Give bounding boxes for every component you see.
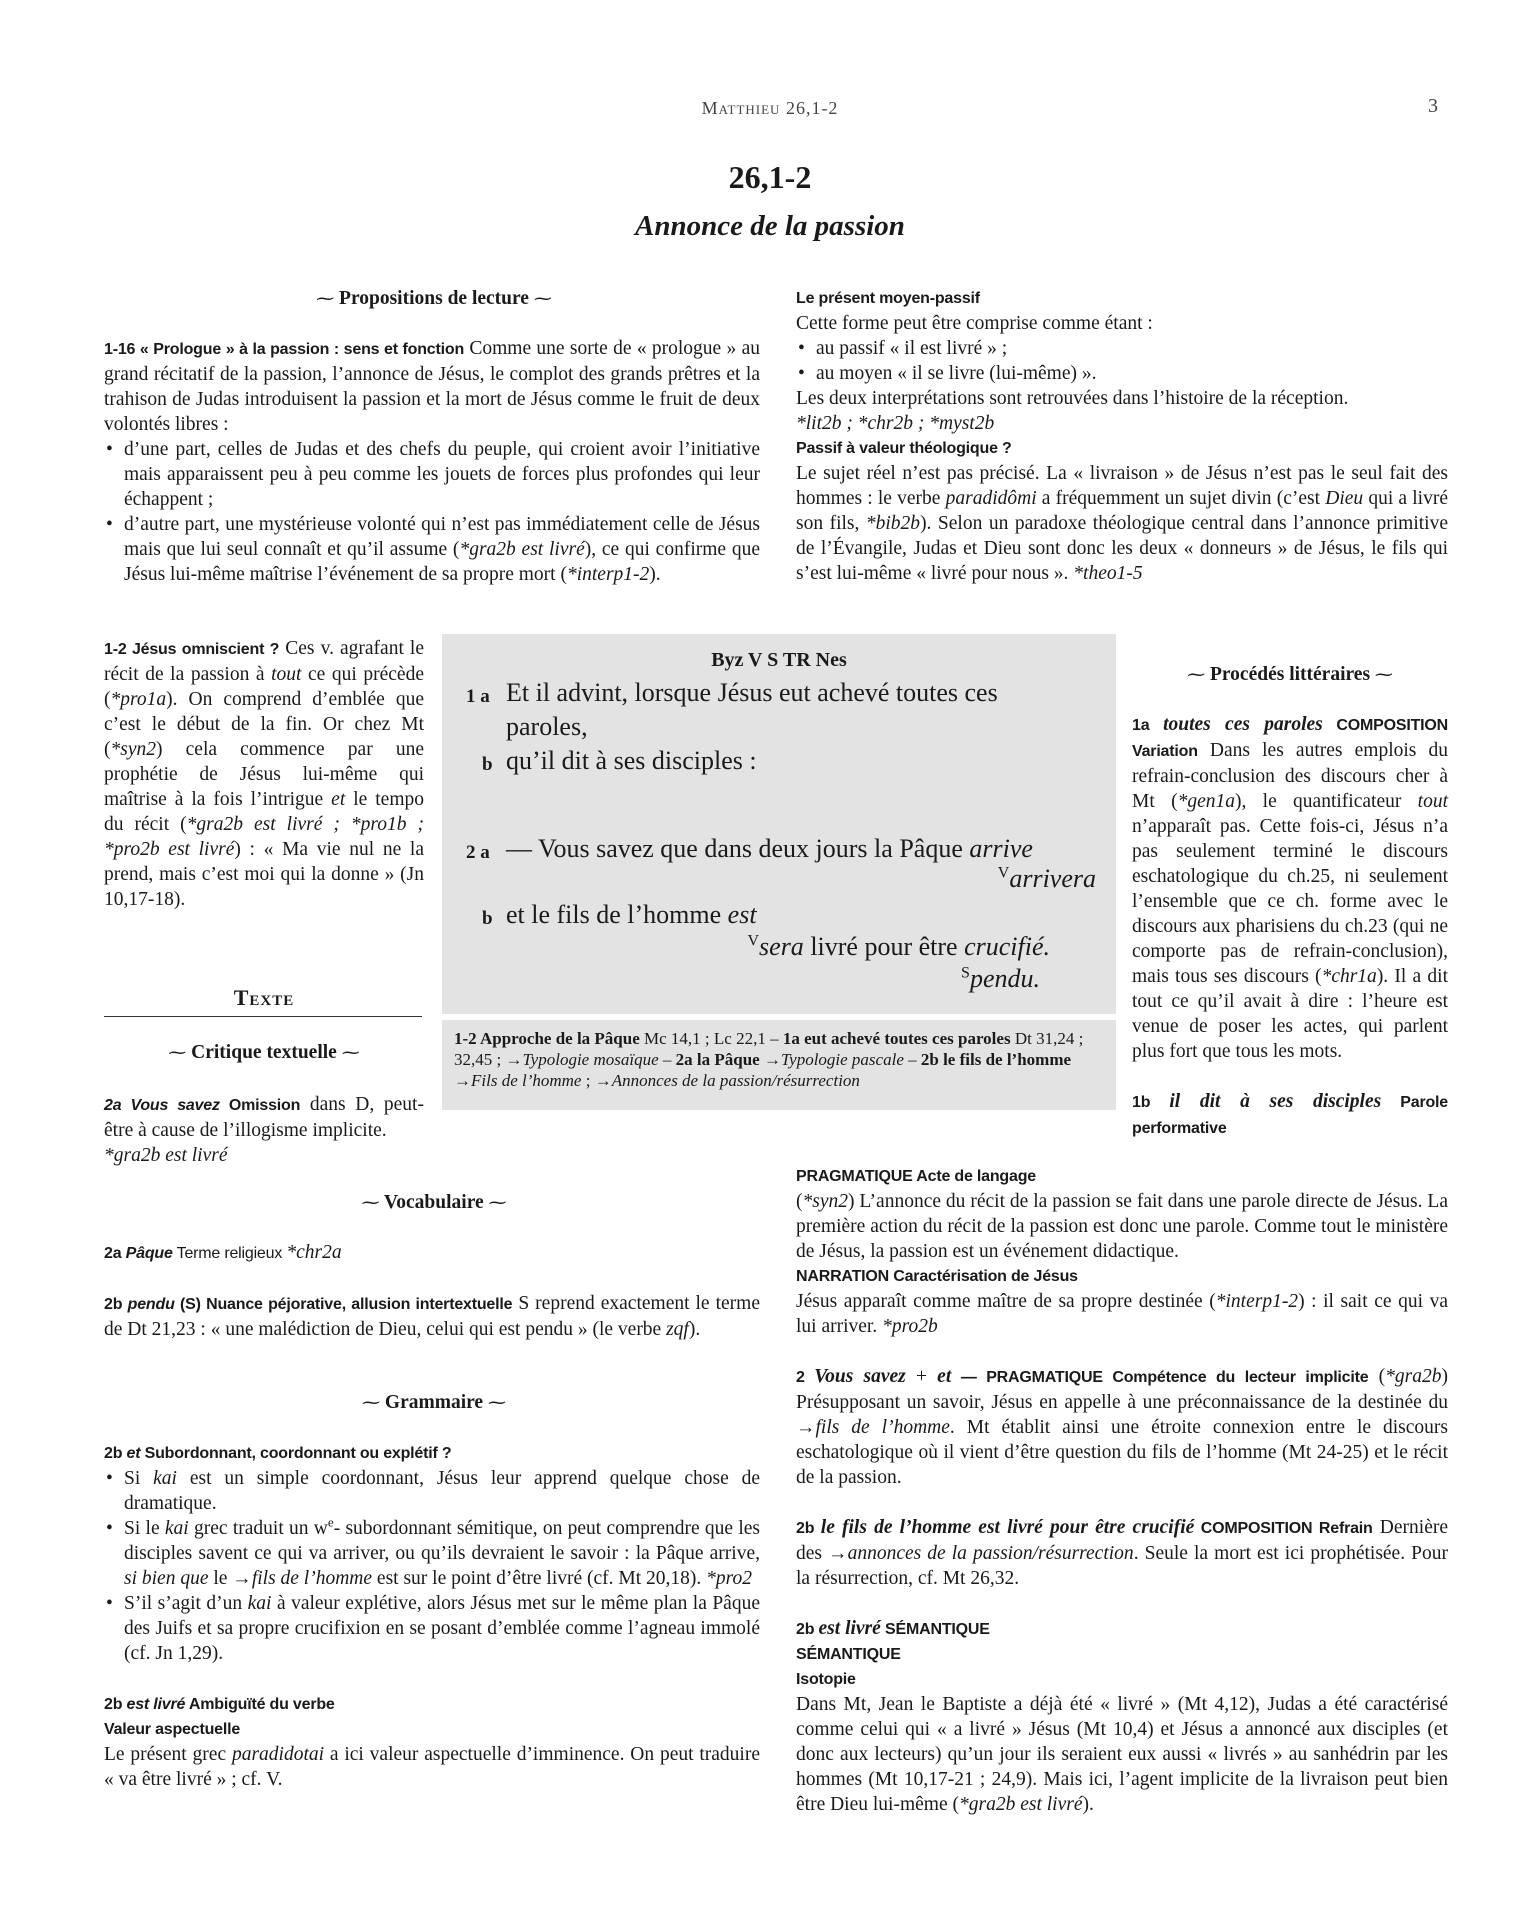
verse-1b: qu’il dit à ses disciples :: [506, 746, 757, 775]
omniscient-section: 1-2 Jésus omniscient ? Ces v. agrafant le récit de la passion à tout ce qui précède (*pro1a). On comprend d’emblée que c’est le début de la fin. Or chez Mt (*syn2) cela commence par une prophétie de Jésus lui-même qui maîtrise à la fois l’intrigue et le tempo du récit (*gra2b est livré ; *pro1b ; *pro2b est livré) : « Ma vie nul ne la prend, mais c’est moi qui la donne » (Jn 10,17-18).: [104, 638, 425, 910]
verse-number: 2 a: [466, 842, 490, 863]
verse-box: [442, 634, 1116, 1014]
ornament-icon: ⁓: [316, 288, 335, 308]
verse-2a: — Vous savez que dans deux jours la Pâque arrive: [506, 834, 1033, 863]
critique-section: 2a Vous savez Omission dans D, peut-être à cause de l’illogisme implicite. *gra2b est livré: [104, 1094, 424, 1166]
list-item: • Si le kai grec traduit un $w^e-$ subordonnant sémitique, on peut comprendre que les disciples savent ce qui va arriver, ou qu’ils devraient le savoir : la Pâque arrive, si bien que le →fils de l’homme est sur le point d’être livré (cf. Mt 20,18). *pro2: [104, 1516, 760, 1591]
heading-propositions: ⁓ Propositions de lecture ⁓: [316, 288, 552, 309]
vocabulaire-section: 2a Pâque Terme religieux *chr2a 2b pendu (S) Nuance péjorative, allusion intertextuelle S reprend exactement le terme de Dt 21,23 : « une malédiction de Dieu, celui qui est pendu » (le verbe zqf).: [104, 1242, 760, 1340]
present-list: [796, 336, 1448, 386]
ornament-icon: ⁓: [341, 1042, 360, 1062]
passif-label: Passif à valeur théologique ?: [796, 440, 1012, 457]
parallels-box: 1-2 Approche de la Pâque Mc 14,1 ; Lc 22,1 – 1a eut achevé toutes ces paroles Dt 31,24 ; 32,45 ; →Typologie mosaïque – 2a la Pâque →Typologie pascale – 2b le fils de l’homme →Fils de l’homme ; →Annonces de la passion/résurrection: [442, 1020, 1116, 1110]
verse-number: b: [482, 908, 493, 929]
list-item: • d’une part, celles de Judas et des chefs du peuple, qui croient avoir l’initiative mais apparaissent peu à peu comme les jouets de forces plus profondes qui leur échappent ;: [104, 437, 760, 512]
list-item: • d’autre part, une mystérieuse volonté qui n’est pas immédiatement celle de Jésus mais que lui seul connaît et qu’il assume (*gra2b est livré), ce qui confirme que Jésus lui-même maîtrise l’événement de sa propre mort (*interp1-2).: [104, 512, 760, 587]
list-item: • au moyen « il se livre (lui-même) ».: [796, 361, 1448, 386]
prologue-label: 1-16 « Prologue » à la passion : sens et fonction: [104, 341, 465, 358]
ornament-icon: ⁓: [487, 1392, 506, 1412]
omniscient-label: 1-2 Jésus omniscient ?: [104, 641, 280, 658]
grammaire-section: 2b et Subordonnant, coordonnant ou explétif ? • Si kai est un simple coordonnant, Jésus leur apprend quelque chose de dramatique. • Si le kai grec traduit un $w^e-$ subordonnant sémitique, on peut comprendre que les disciples savent ce qui va arriver, ou qu’ils devraient le savoir : la Pâque arrive, si bien que le →fils de l’homme est sur le point d’être livré (cf. Mt 20,18). *pro2 • S’il s’agit d’un kai à valeur explétive, alors Jésus met sur le même plan la Pâque des Juifs et sa propre crucifixion en se posant d’emblée comme l’agneau immolé (cf. Jn 1,29). 2b est livré Ambiguïté du verbe Valeur aspectuelle Le présent grec paradidotai a ici valeur aspectuelle d’imminence. On peut traduire « va être livré » ; cf. V.: [104, 1440, 760, 1792]
prologue-section: 1-16 « Prologue » à la passion : sens et fonction Comme une sorte de « prologue » au grand récitatif de la passion, l’annonce de Jésus, le complot des grands prêtres et la trahison de Judas introduisent la passion et la mort de Jésus comme le fruit de deux volontés libres : • d’une part, celles de Judas et des chefs du peuple, qui croient avoir l’initiative mais apparaissent peu à peu comme les jouets de forces plus profondes qui leur échappent ; • d’autre part, une mystérieuse volonté qui n’est pas immédiatement celle de Jésus mais que lui seul connaît et qu’il assume (*gra2b est livré), ce qui confirme que Jésus lui-même maîtrise l’événement de sa propre mort (*interp1-2).: [104, 336, 760, 587]
variant-2b-s: $^S$pendu.: [961, 964, 1040, 993]
present-label: Le présent moyen-passif: [796, 290, 980, 307]
procedes-continued: PRAGMATIQUE Acte de langage (*syn2) L’annonce du récit de la passion se fait dans une parole directe de Jésus. La première action du récit de la passion est donc une parole. Comme tout le ministère de Jésus, la passion est un événement didactique. NARRATION Caractérisation de Jésus Jésus apparaît comme maître de sa propre destinée (*interp1-2) : il sait ce qui va lui arriver. *pro2b 2 Vous savez + et — PRAGMATIQUE Compétence du lecteur implicite (*gra2b) Présupposant un savoir, Jésus en appelle à une préconnaissance de la destinée du →fils de l’homme. Mt établit ainsi une étroite connexion entre le discours eschatologique où il vient d’être question du fils de l’homme (Mt 24-25) et le récit de la passion. 2b le fils de l’homme est livré pour être crucifié COMPOSITION Refrain Dernière des →annonces de la passion/résurrection. Seule la mort est ici prophétisée. Pour la résurrection, cf. Mt 26,32. 2b est livré SÉMANTIQUE SÉMANTIQUE Isotopie Dans Mt, Jean le Baptiste a déjà été « livré » (Mt 4,12), Judas a été caractérisé comme celui qui « a livré » Jésus (Mt 10,4) et Jésus a annoncé aux disciples (et donc aux lecteurs) qu’un jour ils seraient eux aussi « livrés » au sanhédrin par les hommes (Mt 10,17-21 ; 24,9). Mais ici, l’agent implicite de la livraison peut bien être Dieu lui-même (*gra2b est livré).: [796, 1168, 1448, 1815]
list-item: • S’il s’agit d’un kai à valeur explétive, alors Jésus met sur le même plan la Pâque des Juifs et sa propre crucifixion en se posant d’emblée comme l’agneau immolé (cf. Jn 1,29).: [104, 1591, 760, 1666]
witnesses: Byz V S TR Nes: [711, 649, 847, 671]
heading-grammaire: ⁓ Grammaire ⁓: [362, 1392, 506, 1413]
variant-2a: $^V$arrivera: [997, 864, 1096, 893]
procedes-1a: 1a toutes ces paroles COMPOSITION Variation Dans les autres emplois du refrain-conclusion des discours cher à Mt (*gen1a), le quantificateur tout n’apparaît pas. Cette fois-ci, Jésus n’a pas seulement terminé le discours eschatologique du ch.25, ni seulement l’ensemble que ce ch. forme avec le discours aux pharisiens du ch.23 (qui ne comporte pas de refrain-conclusion), mais tous ses discours (*chr1a). Il a dit tout ce qu’il avait à dire : l’heure est venue de poser les actes, qui parlent plus fort que tous les mots. 1b il dit à ses disciples Parole performative: [1132, 714, 1449, 1137]
running-title: Matthieu 26,1-2: [701, 98, 839, 118]
heading-procedes: ⁓ Procédés littéraires ⁓: [1187, 664, 1393, 685]
list-item: • au passif « il est livré » ;: [796, 336, 1448, 361]
heading-critique: ⁓ Critique textuelle ⁓: [168, 1042, 360, 1063]
prologue-list: [104, 437, 760, 587]
verse-2b: et le fils de l’homme est: [506, 900, 757, 929]
ornament-icon: ⁓: [1374, 664, 1393, 684]
verse-number: 1 a: [466, 686, 490, 707]
ornament-icon: ⁓: [1187, 664, 1206, 684]
ornament-icon: ⁓: [361, 1192, 380, 1212]
ornament-icon: ⁓: [362, 1392, 381, 1412]
ornament-icon: ⁓: [533, 288, 552, 308]
ornament-icon: ⁓: [168, 1042, 187, 1062]
grammaire-list: [104, 1466, 760, 1666]
passage-reference: 26,1-2: [728, 159, 812, 195]
verse-1a: Et il advint, lorsque Jésus eut achevé toutes ces paroles,: [506, 678, 998, 741]
page-number: 3: [1428, 95, 1438, 117]
ornament-icon: ⁓: [488, 1192, 507, 1212]
passage-title: Annonce de la passion: [635, 210, 905, 242]
list-item: • Si kai est un simple coordonnant, Jésus leur apprend quelque chose de dramatique.: [104, 1466, 760, 1516]
variant-2b: $^V$sera livré pour être crucifié.: [747, 932, 1050, 961]
heading-vocabulaire: ⁓ Vocabulaire ⁓: [361, 1192, 507, 1213]
verse-number: b: [482, 754, 493, 775]
present-section: Le présent moyen-passif Cette forme peut être comprise comme étant : • au passif « il est livré » ; • au moyen « il se livre (lui-même) ». Les deux interprétations sont retrouvées dans l’histoire de la réception. *lit2b ; *chr2b ; *myst2b Passif à valeur théologique ? Le sujet réel n’est pas précisé. La « livraison » de Jésus n’est pas le seul fait des hommes : le verbe paradidômi a fréquemment un sujet divin (c’est Dieu qui a livré son fils, *bib2b). Selon un paradoxe théologique central dans l’annonce primitive de l’Évangile, Judas et Dieu sont donc les deux « donneurs » de Jésus, le fils qui s’est lui-même « livré pour nous ». *theo1-5: [796, 286, 1448, 586]
heading-texte: Texte: [233, 985, 295, 1010]
texte-rule: [104, 1016, 422, 1017]
